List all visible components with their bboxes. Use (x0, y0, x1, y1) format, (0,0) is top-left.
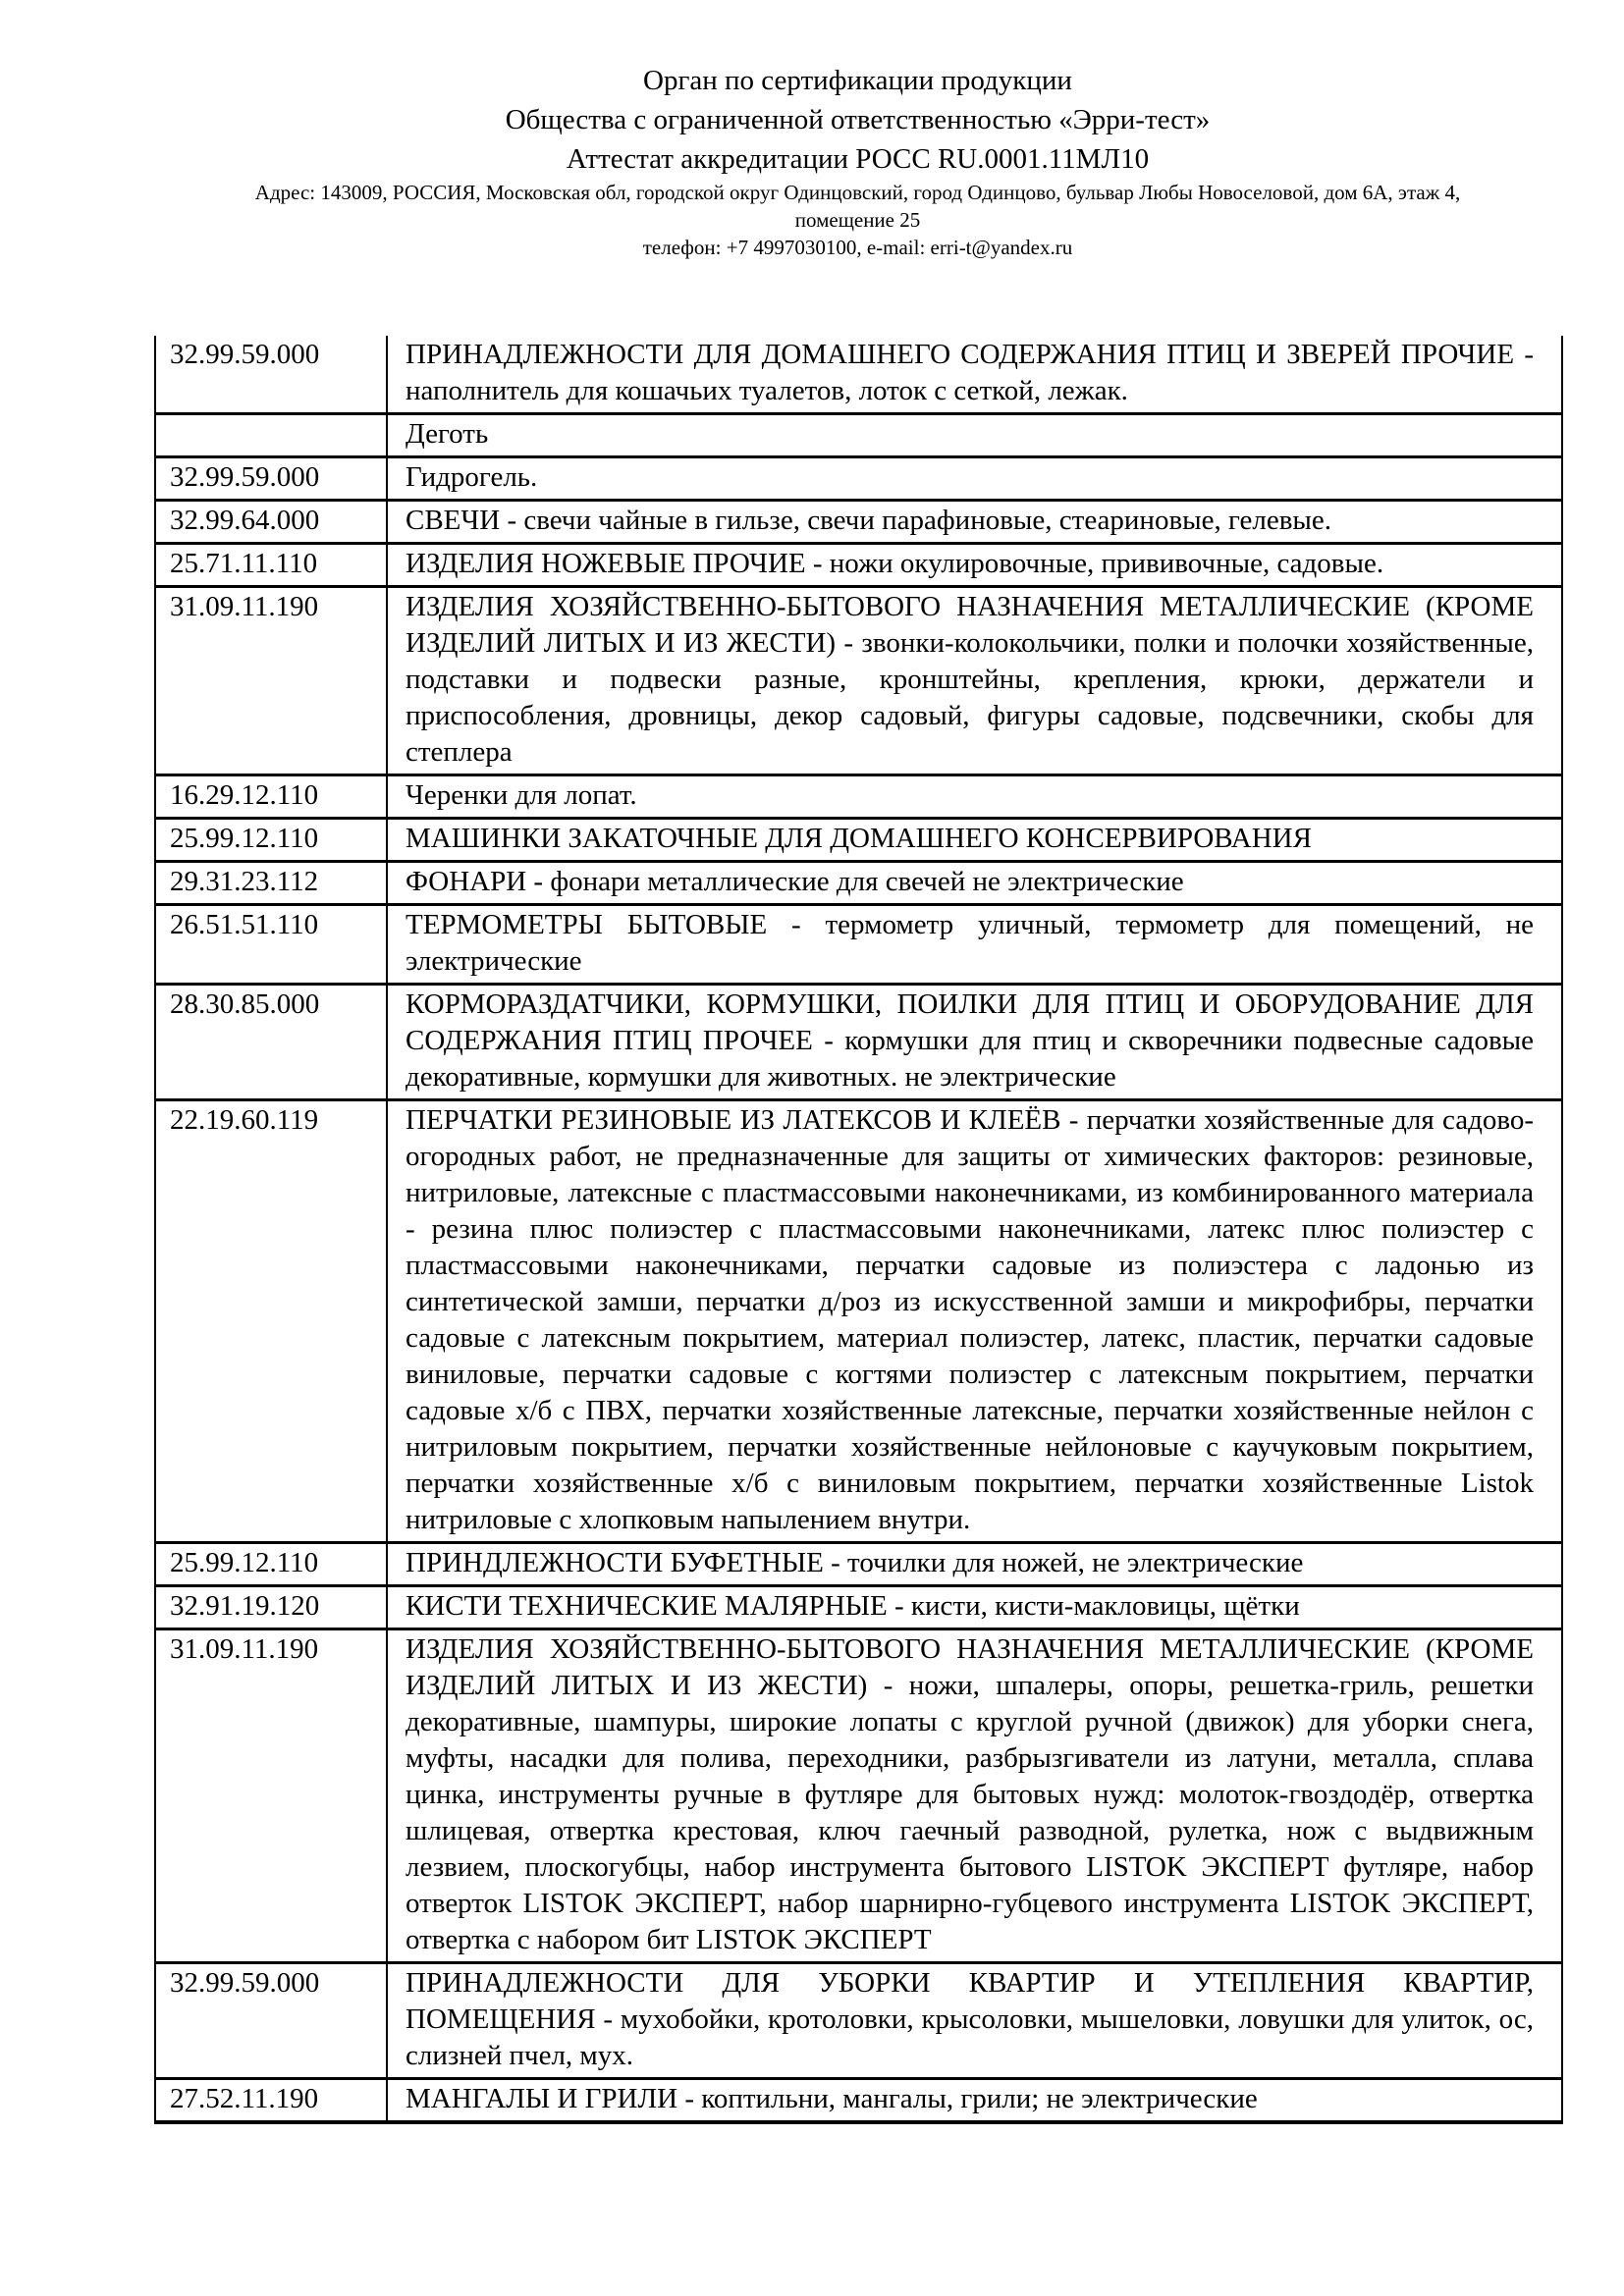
product-code: 32.99.59.000 (155, 457, 387, 501)
product-description: МАШИНКИ ЗАКАТОЧНЫЕ ДЛЯ ДОМАШНЕГО КОНСЕРВИРОВАНИЯ (387, 819, 1562, 862)
table-row (155, 457, 1562, 501)
product-code: 32.99.59.000 (155, 1963, 387, 2079)
org-title-line1: Орган по сертификации продукции (643, 65, 1072, 96)
product-code: 32.99.59.000 (155, 336, 387, 414)
product-description: КИСТИ ТЕХНИЧЕСКИЕ МАЛЯРНЫЕ - кисти, кисти-макловицы, щётки (387, 1586, 1562, 1629)
table-row (155, 587, 1562, 775)
product-description: ТЕРМОМЕТРЫ БЫТОВЫЕ - термометр уличный, термометр для помещений, не электрические (387, 905, 1562, 985)
table-row (155, 862, 1562, 905)
product-description: Черенки для лопат. (387, 775, 1562, 819)
products-table (154, 336, 1563, 2124)
address-line-1: Адрес: 143009, РОССИЯ, Московская обл, городской округ Одинцовский, город Одинцово, бульвар Любы Новоселовой, дом 6А, этаж 4, (254, 181, 1461, 204)
table-row (155, 1963, 1562, 2079)
table-row (155, 775, 1562, 819)
product-description: МАНГАЛЫ И ГРИЛИ - коптильни, мангалы, грили; не электрические (387, 2079, 1562, 2123)
product-code: 31.09.11.190 (155, 587, 387, 775)
product-code: 27.52.11.190 (155, 2079, 387, 2123)
table-row (155, 1586, 1562, 1629)
org-title-line2: Общества с ограниченной ответственностью «Эрри-тест» (505, 104, 1211, 135)
product-description: ПРИНАДЛЕЖНОСТИ ДЛЯ УБОРКИ КВАРТИР И УТЕПЛЕНИЯ КВАРТИР, ПОМЕЩЕНИЯ - мухобойки, кротоловки, крысоловки, мышеловки, ловушки для улиток, ос, слизней пчел, мух. (387, 1963, 1562, 2079)
product-code: 25.99.12.110 (155, 819, 387, 862)
product-description: ИЗДЕЛИЯ НОЖЕВЫЕ ПРОЧИЕ - ножи окулировочные, прививочные, садовые. (387, 544, 1562, 587)
product-description: СВЕЧИ - свечи чайные в гильзе, свечи парафиновые, стеариновые, гелевые. (387, 501, 1562, 544)
product-code: 28.30.85.000 (155, 985, 387, 1100)
table-row (155, 819, 1562, 862)
product-code: 31.09.11.190 (155, 1629, 387, 1963)
product-code: 29.31.23.112 (155, 862, 387, 905)
table-row (155, 501, 1562, 544)
product-code: 25.99.12.110 (155, 1543, 387, 1586)
table-row (155, 1543, 1562, 1586)
document-header (154, 61, 1561, 261)
table-row (155, 414, 1562, 457)
product-description: КОРМОРАЗДАТЧИКИ, КОРМУШКИ, ПОИЛКИ ДЛЯ ПТИЦ И ОБОРУДОВАНИЕ ДЛЯ СОДЕРЖАНИЯ ПТИЦ ПРОЧЕЕ - кормушки для птиц и скворечники подвесные садовые декоративные, кормушки для животных. не электрические (387, 985, 1562, 1100)
address-line-2: помещение 25 (794, 208, 921, 232)
product-description: ФОНАРИ - фонари металлические для свечей не электрические (387, 862, 1562, 905)
table-row (155, 905, 1562, 985)
products-table-body (155, 336, 1562, 2122)
table-row (155, 336, 1562, 414)
product-code: 22.19.60.119 (155, 1100, 387, 1543)
table-row (155, 985, 1562, 1100)
table-row (155, 1100, 1562, 1543)
product-code: 16.29.12.110 (155, 775, 387, 819)
table-row (155, 1629, 1562, 1963)
product-code: 32.99.64.000 (155, 501, 387, 544)
table-row (155, 2079, 1562, 2123)
product-description: ПРИНДЛЕЖНОСТИ БУФЕТНЫЕ - точилки для ножей, не электрические (387, 1543, 1562, 1586)
table-row (155, 544, 1562, 587)
product-description: ИЗДЕЛИЯ ХОЗЯЙСТВЕННО-БЫТОВОГО НАЗНАЧЕНИЯ МЕТАЛЛИЧЕСКИЕ (КРОМЕ ИЗДЕЛИЙ ЛИТЫХ И ИЗ ЖЕСТИ) - ножи, шпалеры, опоры, решетка-гриль, решетки декоративные, шампуры, широкие лопаты с круглой ручной (движок) для уборки снега, муфты, насадки для полива, переходники, разбрызгиватели из латуни, металла, сплава цинка, инструменты ручные в футляре для бытовых нужд: молоток-гвоздодёр, отвертка шлицевая, отвертка крестовая, ключ гаечный разводной, рулетка, нож с выдвижным лезвием, плоскогубцы, набор инструмента бытового LISTOK ЭКСПЕРТ футляре, набор отверток LISTOK ЭКСПЕРТ, набор шарнирно-губцевого инструмента LISTOK ЭКСПЕРТ, отвертка с набором бит LISTOK ЭКСПЕРТ (387, 1629, 1562, 1963)
product-description: ИЗДЕЛИЯ ХОЗЯЙСТВЕННО-БЫТОВОГО НАЗНАЧЕНИЯ МЕТАЛЛИЧЕСКИЕ (КРОМЕ ИЗДЕЛИЙ ЛИТЫХ И ИЗ ЖЕСТИ) - звонки-колокольчики, полки и полочки хозяйственные, подставки и подвески разные, кронштейны, крепления, крюки, держатели и приспособления, дровницы, декор садовый, фигуры садовые, подсвечники, скобы для степлера (387, 587, 1562, 775)
product-description: Гидрогель. (387, 457, 1562, 501)
product-code: 25.71.11.110 (155, 544, 387, 587)
product-description: ПРИНАДЛЕЖНОСТИ ДЛЯ ДОМАШНЕГО СОДЕРЖАНИЯ ПТИЦ И ЗВЕРЕЙ ПРОЧИЕ - наполнитель для кошачьих туалетов, лоток с сеткой, лежак. (387, 336, 1562, 414)
product-description: ПЕРЧАТКИ РЕЗИНОВЫЕ ИЗ ЛАТЕКСОВ И КЛЕЁВ - перчатки хозяйственные для садово-огородных работ, не предназначенные для защиты от химических факторов: резиновые, нитриловые, латексные с пластмассовыми наконечниками, из комбинированного материала - резина плюс полиэстер с пластмассовыми наконечниками, латекс плюс полиэстер с пластмассовыми наконечниками, перчатки садовые из полиэстера с ладонью из синтетической замши, перчатки д/роз из искусственной замши и микрофибры, перчатки садовые с латексным покрытием, материал полиэстер, латекс, пластик, перчатки садовые виниловые, перчатки садовые с когтями полиэстер с латексным покрытием, перчатки садовые х/б с ПВХ, перчатки хозяйственные латексные, перчатки хозяйственные нейлон с нитриловым покрытием, перчатки хозяйственные нейлоновые с каучуковым покрытием, перчатки хозяйственные х/б с виниловым покрытием, перчатки хозяйственные Listok нитриловые с хлопковым напылением внутри. (387, 1100, 1562, 1543)
accreditation-line: Аттестат аккредитации РОСС RU.0001.11МЛ10 (566, 143, 1150, 175)
product-code: 32.91.19.120 (155, 1586, 387, 1629)
product-code (155, 414, 387, 457)
contact-line: телефон: +7 4997030100, e-mail: erri-t@yandex.ru (642, 236, 1073, 259)
product-description: Деготь (387, 414, 1562, 457)
product-code: 26.51.51.110 (155, 905, 387, 985)
